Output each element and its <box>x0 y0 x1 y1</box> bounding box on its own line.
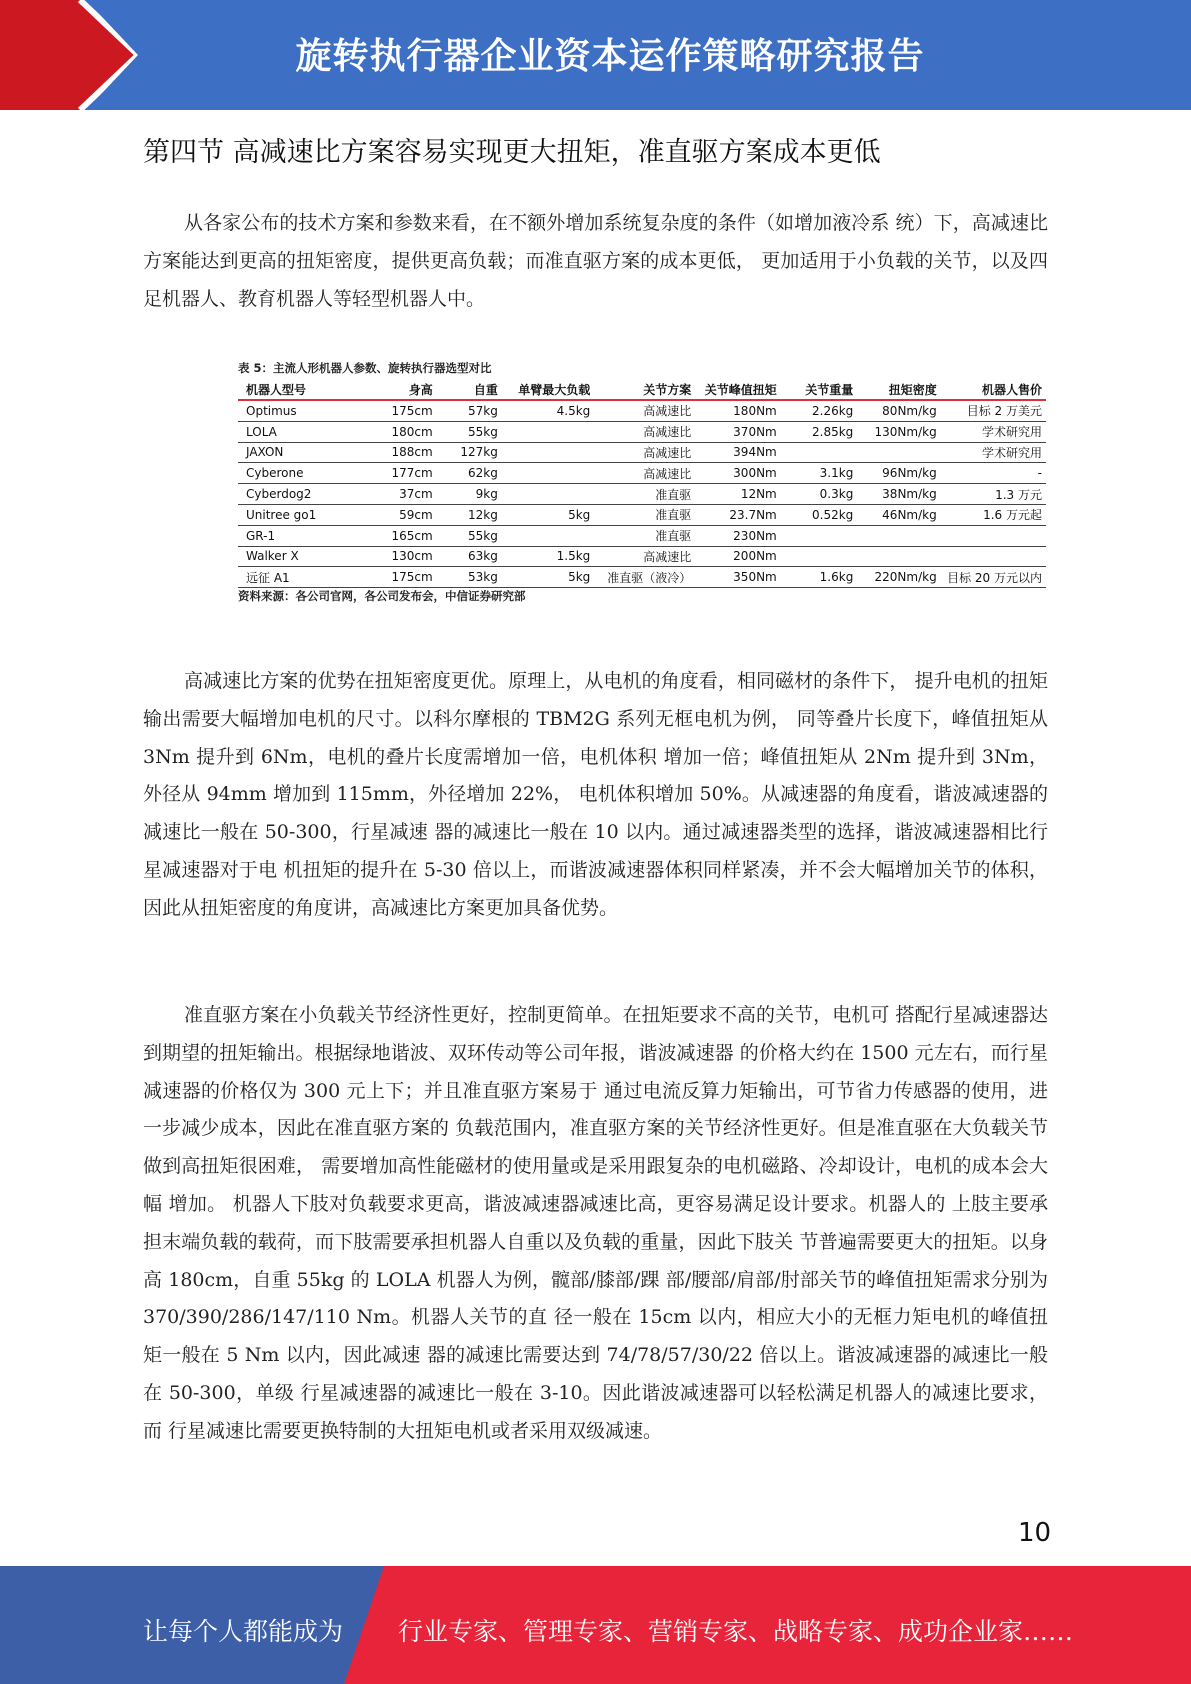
table-cell: 188cm <box>372 442 437 463</box>
table-cell: 127kg <box>437 442 502 463</box>
column-header: 关节方案 <box>594 380 695 400</box>
table-cell: 1.6kg <box>781 567 858 588</box>
table-header-row <box>238 380 1046 400</box>
column-header: 关节峰值扭矩 <box>695 380 781 400</box>
table-cell: 350Nm <box>695 567 781 588</box>
table-cell: Cyberone <box>238 463 372 484</box>
table-cell: 38Nm/kg <box>857 484 940 505</box>
table-cell: 5kg <box>502 504 594 525</box>
table-row <box>238 463 1046 484</box>
table-cell: 远征 A1 <box>238 567 372 588</box>
table-cell: 96Nm/kg <box>857 463 940 484</box>
table-cell: 学术研究用 <box>941 421 1046 442</box>
footer-slogan-right: 行业专家、管理专家、营销专家、战略专家、成功企业家…… <box>398 1617 1074 1646</box>
column-header: 关节重量 <box>781 380 858 400</box>
table-row <box>238 421 1046 442</box>
table-cell: 165cm <box>372 525 437 546</box>
robot-spec-table <box>238 380 1046 588</box>
table-cell: 200Nm <box>695 546 781 567</box>
table-cell: 230Nm <box>695 525 781 546</box>
table-cell: 4.5kg <box>502 400 594 421</box>
table-cell <box>502 484 594 505</box>
table-cell: 394Nm <box>695 442 781 463</box>
table-cell: 准直驱 <box>594 504 695 525</box>
table-cell: 目标 2 万美元 <box>941 400 1046 421</box>
table-cell <box>857 525 940 546</box>
paragraph-torque-density: 高减速比方案的优势在扭矩密度更优。原理上，从电机的角度看，相同磁材的条件下， 提升电机的扭矩输出需要大幅增加电机的尺寸。以科尔摩根的 TBM2G 系列无框电机为例， 同等叠片长度下，峰值扭矩从 3Nm 提升到 6Nm，电机的叠片长度需增加一倍，电机体积 增加一倍；峰值扭矩从 2Nm 提升到 3Nm，外径从 94mm 增加到 115mm，外径增加 22%， 电机体积增加 50%。从减速器的角度看，谐波减速器的减速比一般在 50-300，行星减速 器的减速比一般在 10 以内。通过减速器类型的选择，谐波减速器相比行星减速器对于电 机扭矩的提升在 5-30 倍以上，而谐波减速器体积同样紧凑，并不会大幅增加关节的体积， 因此从扭矩密度的角度讲，高减速比方案更加具备优势。 <box>143 670 1048 919</box>
table-cell: 3.1kg <box>781 463 858 484</box>
table-row <box>238 504 1046 525</box>
table-cell <box>781 525 858 546</box>
table-cell: - <box>941 463 1046 484</box>
table-cell: 300Nm <box>695 463 781 484</box>
column-header: 自重 <box>437 380 502 400</box>
section-title: 第四节 高减速比方案容易实现更大扭矩，准直驱方案成本更低 <box>143 137 881 168</box>
table-cell: JAXON <box>238 442 372 463</box>
table-cell: 46Nm/kg <box>857 504 940 525</box>
header-red-arrow-decoration <box>0 0 160 110</box>
table-cell: 57kg <box>437 400 502 421</box>
table-cell <box>941 546 1046 567</box>
footer-slogan-left: 让每个人都能成为 <box>143 1617 344 1646</box>
table-cell <box>857 546 940 567</box>
table-cell: 目标 20 万元以内 <box>941 567 1046 588</box>
table-cell: Cyberdog2 <box>238 484 372 505</box>
table-cell: 130Nm/kg <box>857 421 940 442</box>
table-cell <box>502 463 594 484</box>
table-cell: 5kg <box>502 567 594 588</box>
table-cell: 高减速比 <box>594 463 695 484</box>
table-cell: 12Nm <box>695 484 781 505</box>
table-cell: 1.5kg <box>502 546 594 567</box>
table-cell: GR-1 <box>238 525 372 546</box>
table-cell: 1.3 万元 <box>941 484 1046 505</box>
table-cell: 0.52kg <box>781 504 858 525</box>
table-cell: 2.85kg <box>781 421 858 442</box>
table-row <box>238 484 1046 505</box>
column-header: 机器人售价 <box>941 380 1046 400</box>
table-source-note: 资料来源：各公司官网，各公司发布会，中信证券研究部 <box>238 589 526 603</box>
table-cell: 370Nm <box>695 421 781 442</box>
table-row <box>238 525 1046 546</box>
paragraph-direct-drive: 准直驱方案在小负载关节经济性更好，控制更简单。在扭矩要求不高的关节，电机可 搭配行星减速器达到期望的扭矩输出。根据绿地谐波、双环传动等公司年报，谐波减速器 的价格大约在 1500 元左右，而行星减速器的价格仅为 300 元上下；并且准直驱方案易于 通过电流反算力矩输出，可节省力传感器的使用，进一步减少成本，因此在准直驱方案的 负载范围内，准直驱方案的关节经济性更好。但是准直驱在大负载关节做到高扭矩很困难， 需要增加高性能磁材的使用量或是采用跟复杂的电机磁路、冷却设计，电机的成本会大幅 增加。 机器人下肢对负载要求更高，谐波减速器减速比高，更容易满足设计要求。机器人的 上肢主要承担末端负载的载荷，而下肢需要承担机器人自重以及负载的重量，因此下肢关 节普遍需要更大的扭矩。以身高 180cm，自重 55kg 的 LOLA 机器人为例，髋部/膝部/踝 部/腰部/肩部/肘部关节的峰值扭矩需求分别为 370/390/286/147/110 Nm。机器人关节的直 径一般在 15cm 以内，相应大小的无框力矩电机的峰值扭矩一般在 5 Nm 以内，因此减速 器的减速比需要达到 74/78/57/30/22 倍以上。谐波减速器的减速比一般在 50-300，单级 行星减速器的减速比一般在 3-10。因此谐波减速器可以轻松满足机器人的减速比要求，而 行星减速比需要更换特制的大扭矩电机或者采用双级减速。 <box>143 1004 1048 1442</box>
table-cell: 23.7Nm <box>695 504 781 525</box>
column-header: 身高 <box>372 380 437 400</box>
table-cell: 180Nm <box>695 400 781 421</box>
table-cell: 175cm <box>372 567 437 588</box>
table-cell <box>781 546 858 567</box>
table-cell <box>502 525 594 546</box>
column-header: 扭矩密度 <box>857 380 940 400</box>
table-row <box>238 400 1046 421</box>
table-cell: 准直驱 <box>594 484 695 505</box>
table-cell: 130cm <box>372 546 437 567</box>
table-cell: 1.6 万元起 <box>941 504 1046 525</box>
table-cell: Unitree go1 <box>238 504 372 525</box>
paragraph-intro: 从各家公布的技术方案和参数来看，在不额外增加系统复杂度的条件（如增加液冷系 统）下，高减速比方案能达到更高的扭矩密度，提供更高负载；而准直驱方案的成本更低， 更加适用于小负载的关节，以及四足机器人、教育机器人等轻型机器人中。 <box>143 212 1048 310</box>
page-number: 10 <box>1018 1518 1052 1548</box>
table-row <box>238 546 1046 567</box>
table-cell: 准直驱（液冷） <box>594 567 695 588</box>
table-cell: 175cm <box>372 400 437 421</box>
table-cell: 177cm <box>372 463 437 484</box>
table-cell: 53kg <box>437 567 502 588</box>
column-header: 单臂最大负载 <box>502 380 594 400</box>
table-cell: 63kg <box>437 546 502 567</box>
table-cell: 37cm <box>372 484 437 505</box>
table-cell: 高减速比 <box>594 421 695 442</box>
table-cell: 高减速比 <box>594 546 695 567</box>
table-row <box>238 567 1046 588</box>
table-cell <box>502 442 594 463</box>
table-cell: 80Nm/kg <box>857 400 940 421</box>
column-header: 机器人型号 <box>238 380 372 400</box>
table-cell: 180cm <box>372 421 437 442</box>
table-caption: 表 5：主流人形机器人参数、旋转执行器选型对比 <box>238 361 492 375</box>
table-cell: 学术研究用 <box>941 442 1046 463</box>
table-cell: 9kg <box>437 484 502 505</box>
table-cell: LOLA <box>238 421 372 442</box>
report-title: 旋转执行器企业资本运作策略研究报告 <box>295 36 925 77</box>
table-cell: Optimus <box>238 400 372 421</box>
table-cell <box>941 525 1046 546</box>
table-cell: 准直驱 <box>594 525 695 546</box>
table-cell: 55kg <box>437 421 502 442</box>
table-cell <box>502 421 594 442</box>
table-cell: 0.3kg <box>781 484 858 505</box>
table-cell: 高减速比 <box>594 400 695 421</box>
table-cell: 12kg <box>437 504 502 525</box>
table-cell: 59cm <box>372 504 437 525</box>
table-cell: 高减速比 <box>594 442 695 463</box>
table-cell <box>857 442 940 463</box>
table-cell: 55kg <box>437 525 502 546</box>
table-cell <box>781 442 858 463</box>
table-cell: 62kg <box>437 463 502 484</box>
table-cell: Walker X <box>238 546 372 567</box>
table-cell: 220Nm/kg <box>857 567 940 588</box>
table-cell: 2.26kg <box>781 400 858 421</box>
table-row <box>238 442 1046 463</box>
